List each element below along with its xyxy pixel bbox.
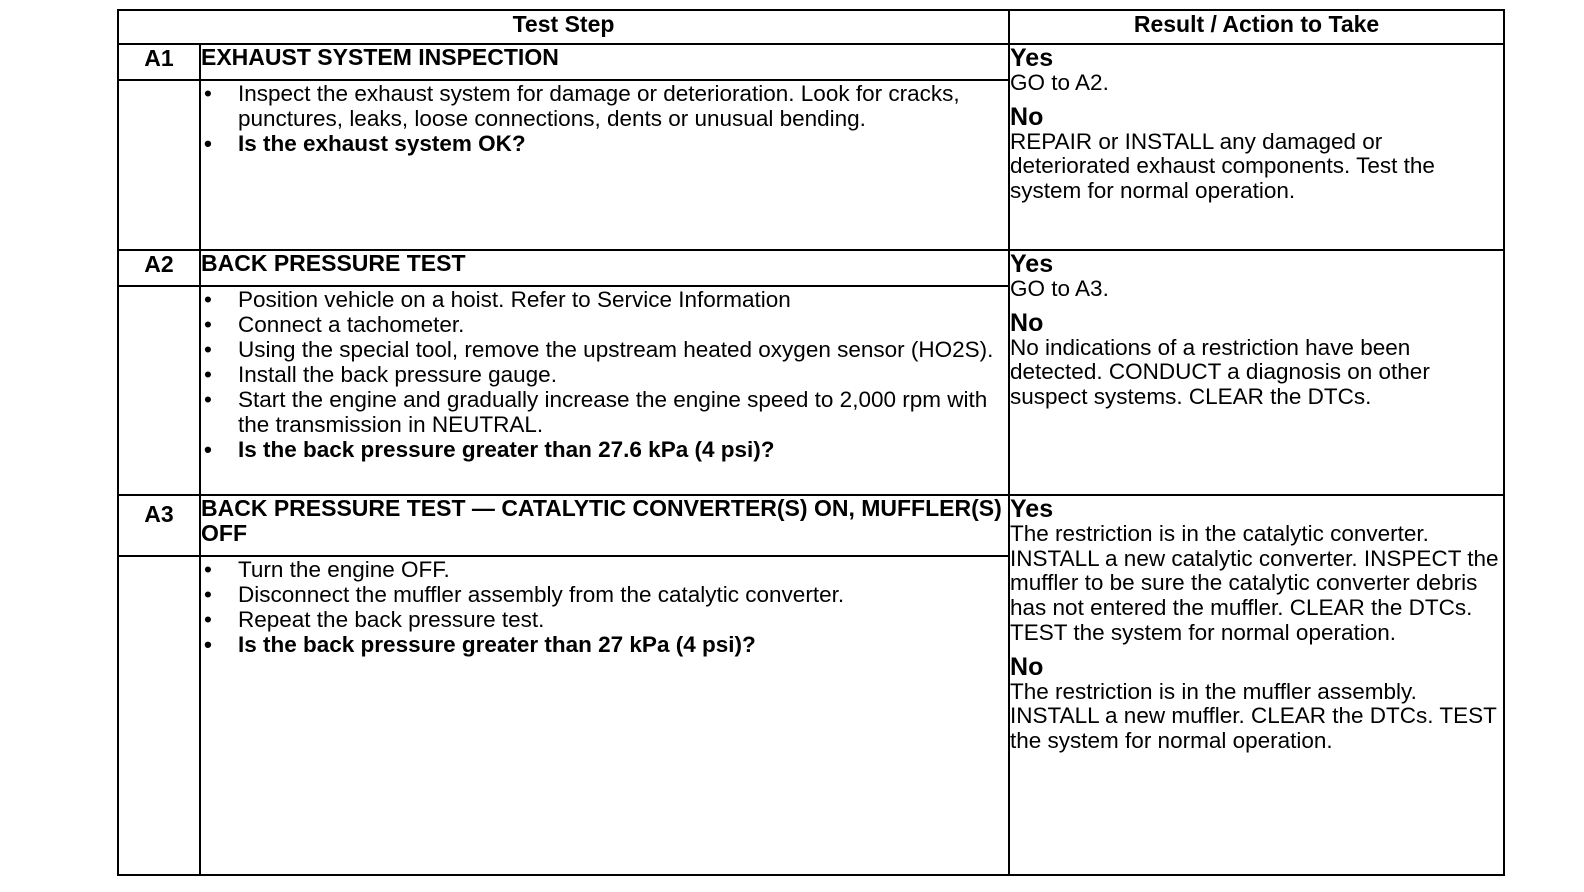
step-instructions: [200, 286, 1009, 495]
bullet-item: • Turn the engine OFF.: [201, 557, 1008, 582]
bullet-list: [201, 81, 1008, 156]
step-id-spacer: [118, 80, 200, 250]
no-label: No: [1010, 308, 1044, 337]
bullet-item: • Start the engine and gradually increase the engine speed to 2,000 rpm with the transmission in NEUTRAL.: [201, 387, 1008, 437]
no-label: No: [1010, 652, 1044, 681]
step-id-spacer: [118, 286, 200, 495]
bullet-item: • Disconnect the muffler assembly from the catalytic converter.: [201, 582, 1008, 607]
step-id: A2: [118, 250, 200, 286]
step-id-spacer: [118, 556, 200, 875]
no-action: The restriction is in the muffler assembly. INSTALL a new muffler. CLEAR the DTCs. TEST the system for normal operation.: [1010, 678, 1497, 753]
step-id: A3: [118, 495, 200, 556]
bullet-question: • Is the back pressure greater than 27 kPa (4 psi)?: [201, 632, 1008, 657]
result-action-header: Result / Action to Take: [1009, 10, 1504, 44]
step-title-row: [118, 250, 1504, 286]
no-block: [1010, 310, 1503, 410]
yes-block: [1010, 496, 1503, 646]
no-block: [1010, 654, 1503, 754]
no-action: No indications of a restriction have been detected. CONDUCT a diagnosis on other suspect systems. CLEAR the DTCs.: [1010, 334, 1430, 410]
step-result: [1009, 250, 1504, 495]
bullet-question: • Is the back pressure greater than 27.6 kPa (4 psi)?: [201, 437, 1008, 462]
bullet-item: • Repeat the back pressure test.: [201, 607, 1008, 632]
yes-action: GO to A2.: [1010, 70, 1109, 95]
yes-label: Yes: [1010, 250, 1054, 278]
step-title: EXHAUST SYSTEM INSPECTION: [200, 44, 1009, 80]
no-label: No: [1010, 102, 1044, 131]
bullet-item: • Inspect the exhaust system for damage or deterioration. Look for cracks, punctures, leaks, loose connections, dents or unusual bending.: [201, 81, 1008, 131]
no-action: REPAIR or INSTALL any damaged or deteriorated exhaust components. Test the system for normal operation.: [1010, 128, 1435, 204]
yes-label: Yes: [1010, 44, 1054, 72]
header-row: [118, 10, 1504, 44]
yes-block: [1010, 251, 1503, 302]
test-step-header: Test Step: [118, 10, 1009, 44]
bullet-item: • Connect a tachometer.: [201, 312, 1008, 337]
yes-label: Yes: [1010, 495, 1054, 523]
no-block: [1010, 104, 1503, 204]
bullet-list: [201, 287, 1008, 462]
step-title-row: [118, 44, 1504, 80]
yes-action: GO to A3.: [1010, 276, 1109, 301]
yes-action: The restriction is in the catalytic converter. INSTALL a new catalytic converter. INSPECT the muffler to be sure the catalytic converter debris has not entered the muffler. CLEAR the DTCs. TEST the system for normal operation.: [1010, 521, 1499, 645]
step-id: A1: [118, 44, 200, 80]
step-result: [1009, 495, 1504, 875]
diagnostic-table: [117, 9, 1503, 876]
bullet-item: • Position vehicle on a hoist. Refer to Service Information: [201, 287, 1008, 312]
step-instructions: [200, 556, 1009, 875]
bullet-list: [201, 557, 1008, 657]
bullet-question: • Is the exhaust system OK?: [201, 131, 1008, 156]
step-instructions: [200, 80, 1009, 250]
yes-block: [1010, 45, 1503, 96]
step-title: BACK PRESSURE TEST: [200, 250, 1009, 286]
bullet-item: • Using the special tool, remove the upstream heated oxygen sensor (HO2S).: [201, 337, 1008, 362]
step-result: [1009, 44, 1504, 250]
bullet-item: • Install the back pressure gauge.: [201, 362, 1008, 387]
step-title: BACK PRESSURE TEST — CATALYTIC CONVERTER(S) ON, MUFFLER(S) OFF: [200, 495, 1009, 556]
step-title-row: [118, 495, 1504, 556]
